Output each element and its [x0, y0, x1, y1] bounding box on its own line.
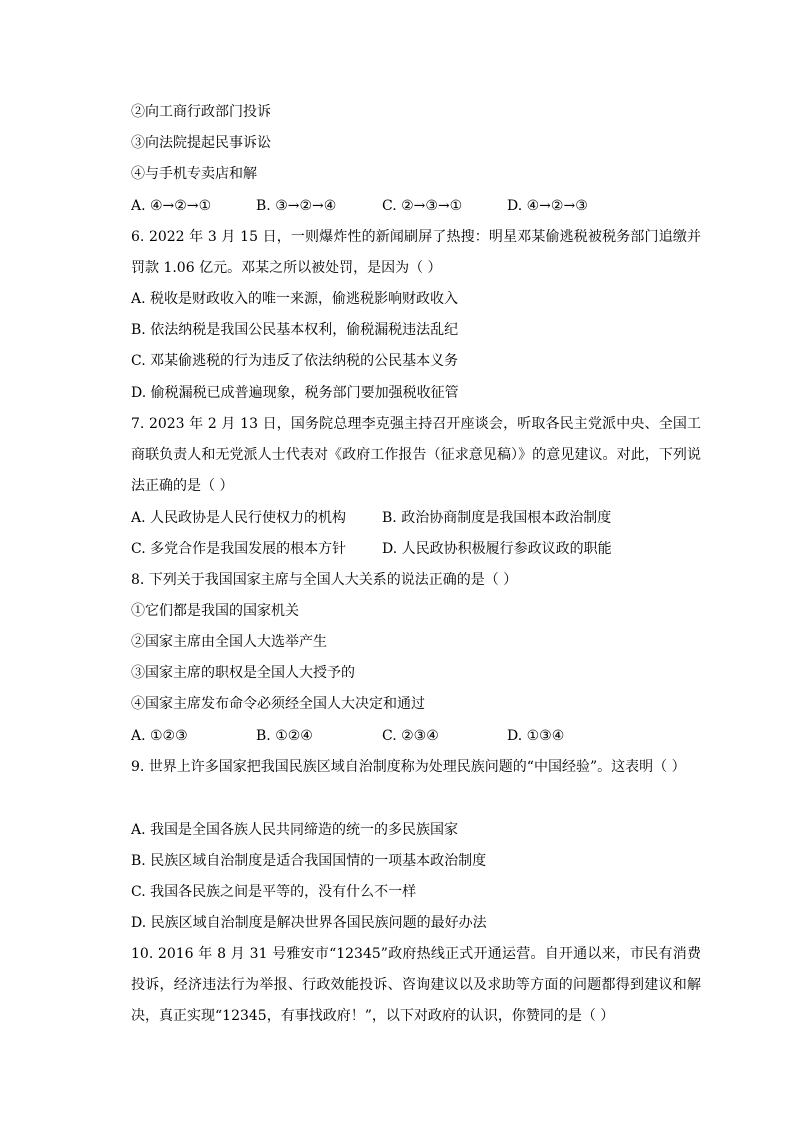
q6-option-a[interactable]: A. 税收是财政收入的唯一来源，偷逃税影响财政收入: [131, 291, 459, 307]
q7-options-row1: [131, 508, 701, 528]
q6-option-b[interactable]: B. 依法纳税是我国公民基本权利，偷税漏税违法乱纪: [131, 322, 459, 338]
q5-item-4: ④与手机专卖店和解: [131, 166, 257, 182]
q8-options: [131, 726, 701, 746]
q7-stem: 7. 2023 年 2 月 13 日，国务院总理李克强主持召开座谈会，听取各民主党派中央、全国工商联负责人和无党派人士代表对《政府工作报告（征求意见稿）》的意见建议。对此，下列说法正确的是（ ）: [131, 416, 701, 494]
q6-stem: 6. 2022 年 3 月 15 日，一则爆炸性的新闻刷屏了热搜：明星邓某偷逃税被税务部门追缴并罚款 1.06 亿元。邓某之所以被处罚，是因为（ ）: [131, 229, 701, 276]
q9-option-c[interactable]: C. 我国各民族之间是平等的，没有什么不一样: [131, 884, 417, 900]
q6-option-c[interactable]: C. 邓某偷逃税的行为违反了依法纳税的公民基本义务: [131, 353, 459, 369]
q5-item-3: ③向法院提起民事诉讼: [131, 135, 271, 151]
q8-stem: 8. 下列关于我国国家主席与全国人大关系的说法正确的是（ ）: [131, 572, 518, 588]
q8-option-c[interactable]: C. ②③④: [382, 728, 439, 744]
q5-option-b[interactable]: B. ③→②→④: [256, 198, 337, 214]
q5-item-2: ②向工商行政部门投诉: [131, 104, 271, 120]
q9-option-b[interactable]: B. 民族区域自治制度是适合我国国情的一项基本政治制度: [131, 853, 487, 869]
q9-option-d[interactable]: D. 民族区域自治制度是解决世界各国民族问题的最好办法: [131, 915, 487, 931]
q7-option-a[interactable]: A. 人民政协是人民行使权力的机构: [131, 510, 347, 526]
q10-stem: 10. 2016 年 8 月 31 号雅安市“12345”政府热线正式开通运营。自开通以来，市民有消费投诉，经济违法行为举报、行政效能投诉、咨询建议以及求助等方面的问题都得到建议和解决，真正实现“12345，有事找政府！”，以下对政府的认识，你赞同的是（ ）: [131, 946, 701, 1024]
q9-stem: 9. 世界上许多国家把我国民族区域自治制度称为处理民族问题的“中国经验”。这表明（ ）: [131, 759, 686, 775]
q8-option-b[interactable]: B. ①②④: [256, 728, 313, 744]
q8-item-1: ①它们都是我国的国家机关: [131, 603, 299, 619]
q5-options: [131, 196, 701, 216]
q8-option-d[interactable]: D. ①③④: [507, 728, 565, 744]
q5-option-a[interactable]: A. ④→②→①: [131, 198, 212, 214]
q7-option-d[interactable]: D. 人民政协积极履行参政议政的职能: [382, 541, 612, 557]
q6-option-d[interactable]: D. 偷税漏税已成普遍现象，税务部门要加强税收征管: [131, 385, 459, 401]
q7-option-c[interactable]: C. 多党合作是我国发展的根本方针: [131, 541, 347, 557]
q8-item-3: ③国家主席的职权是全国人大授予的: [131, 665, 355, 681]
q8-option-a[interactable]: A. ①②③: [131, 728, 188, 744]
q9-option-a[interactable]: A. 我国是全国各族人民共同缔造的统一的多民族国家: [131, 822, 459, 838]
q5-option-c[interactable]: C. ②→③→①: [382, 198, 463, 214]
q8-item-4: ④国家主席发布命令必须经全国人大决定和通过: [131, 696, 425, 712]
q7-option-b[interactable]: B. 政治协商制度是我国根本政治制度: [382, 510, 612, 526]
q5-option-d[interactable]: D. ④→②→③: [507, 198, 588, 214]
q8-item-2: ②国家主席由全国人大选举产生: [131, 634, 327, 650]
q7-options-row2: [131, 539, 701, 559]
